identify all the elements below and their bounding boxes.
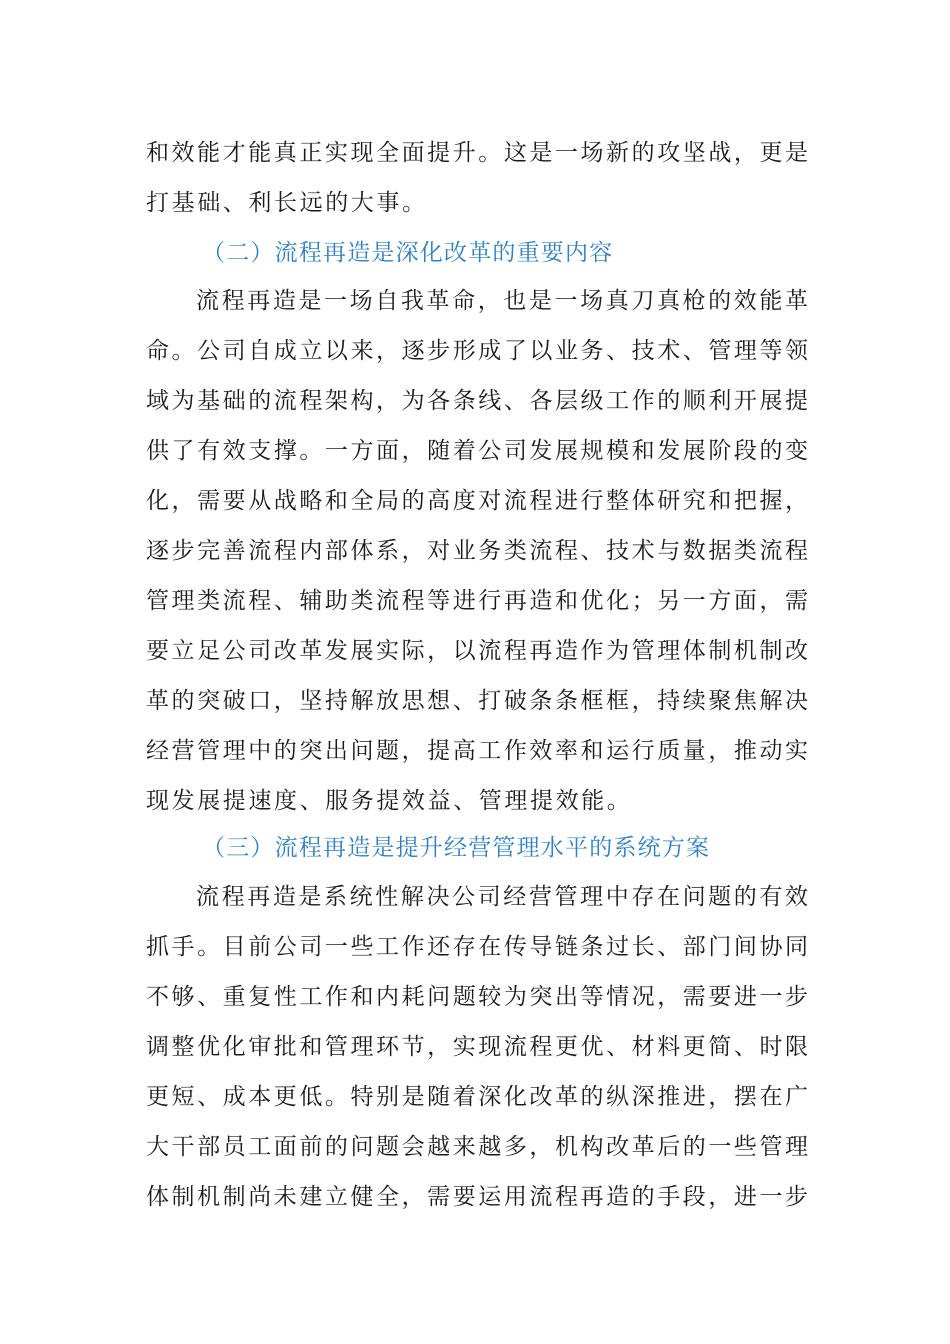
text-line: 体制机制尚未建立健全，需要运用流程再造的手段，进一步 — [146, 1184, 808, 1210]
paragraph-3 — [146, 872, 808, 1222]
text-line: 调整优化审批和管理环节，实现流程更优、材料更简、时限 — [146, 1034, 808, 1060]
section-heading-2-wrapper — [146, 228, 808, 278]
text-line: 命。公司自成立以来，逐步形成了以业务、技术、管理等领 — [146, 338, 808, 364]
paragraph-intro — [146, 128, 808, 228]
text-line: 流程再造是系统性解决公司经营管理中存在问题的有效 — [196, 884, 808, 910]
text-line: 和效能才能真正实现全面提升。这是一场新的攻坚战，更是 — [146, 140, 808, 166]
text-line: 现发展提速度、服务提效益、管理提效能。 — [146, 788, 633, 814]
text-line: 大干部员工面前的问题会越来越多，机构改革后的一些管理 — [146, 1134, 808, 1160]
text-line: 抓手。目前公司一些工作还存在传导链条过长、部门间协同 — [146, 934, 808, 960]
text-line: 不够、重复性工作和内耗问题较为突出等情况，需要进一步 — [146, 984, 808, 1010]
text-line: 逐步完善流程内部体系，对业务类流程、技术与数据类流程 — [146, 538, 808, 564]
text-line: 管理类流程、辅助类流程等进行再造和优化；另一方面，需 — [146, 588, 808, 614]
text-line: 打基础、利长远的大事。 — [146, 190, 428, 216]
paragraph-2 — [146, 276, 808, 826]
text-line: 域为基础的流程架构，为各条线、各层级工作的顺利开展提 — [146, 388, 808, 414]
text-line: 更短、成本更低。特别是随着深化改革的纵深推进，摆在广 — [146, 1084, 808, 1110]
text-line: 经营管理中的突出问题，提高工作效率和运行质量，推动实 — [146, 738, 808, 764]
section-heading-3: （三）流程再造是提升经营管理水平的系统方案 — [202, 835, 711, 861]
section-heading-3-wrapper — [146, 823, 808, 873]
text-line: 化，需要从战略和全局的高度对流程进行整体研究和把握， — [146, 488, 808, 514]
text-line: 流程再造是一场自我革命，也是一场真刀真枪的效能革 — [196, 288, 808, 314]
text-line: 供了有效支撑。一方面，随着公司发展规模和发展阶段的变 — [146, 438, 808, 464]
text-line: 要立足公司改革发展实际，以流程再造作为管理体制机制改 — [146, 638, 808, 664]
text-line: 革的突破口，坚持解放思想、打破条条框框，持续聚焦解决 — [146, 688, 808, 714]
section-heading-2: （二）流程再造是深化改革的重要内容 — [202, 240, 614, 266]
